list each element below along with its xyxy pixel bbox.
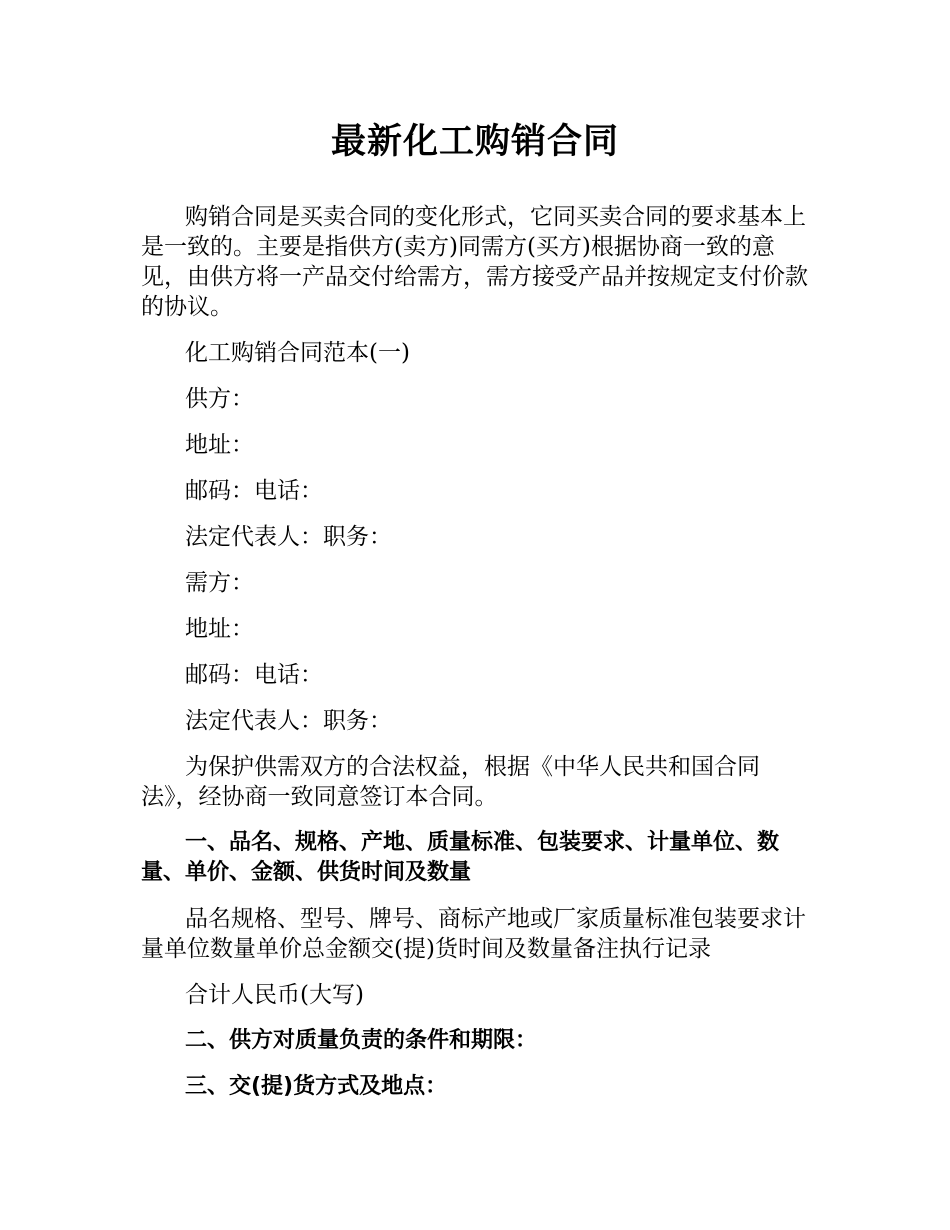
section-heading-2: 二、供方对质量负责的条件和期限： (185, 1028, 538, 1053)
section-heading-1: 一、品名、规格、产地、质量标准、包装要求、计量单位、数量、单价、金额、供货时间及数量 (141, 830, 780, 885)
paragraph-buyer-address: 地址： (185, 616, 254, 642)
paragraph-supplier-postcode-phone: 邮码：电话： (185, 478, 323, 504)
paragraph-supplier: 供方： (185, 386, 254, 412)
document-body (141, 202, 817, 1118)
section-heading-3: 三、交(提)货方式及地点： (185, 1074, 448, 1099)
paragraph-intro: 购销合同是买卖合同的变化形式，它同买卖合同的要求基本上是一致的。主要是指供方(卖方)同需方(买方)根据协商一致的意见，由供方将一产品交付给需方，需方接受产品并按规定支付价款的协议。 (141, 204, 808, 320)
paragraph-total-rmb: 合计人民币(大写) (185, 982, 364, 1008)
document-title: 最新化工购销合同 (330, 122, 619, 162)
paragraph-item-columns: 品名规格、型号、牌号、商标产地或厂家质量标准包装要求计量单位数量单价总金额交(提)货时间及数量备注执行记录 (141, 906, 806, 962)
paragraph-buyer: 需方： (185, 570, 254, 596)
paragraph-buyer-representative: 法定代表人：职务： (185, 708, 392, 734)
paragraph-buyer-postcode-phone: 邮码：电话： (185, 662, 323, 688)
paragraph-preamble: 为保护供需双方的合法权益，根据《中华人民共和国合同法》，经协商一致同意签订本合同。 (141, 754, 760, 810)
paragraph-supplier-address: 地址： (185, 432, 254, 458)
paragraph-template-heading: 化工购销合同范本(一) (185, 340, 410, 366)
paragraph-supplier-representative: 法定代表人：职务： (185, 524, 392, 550)
